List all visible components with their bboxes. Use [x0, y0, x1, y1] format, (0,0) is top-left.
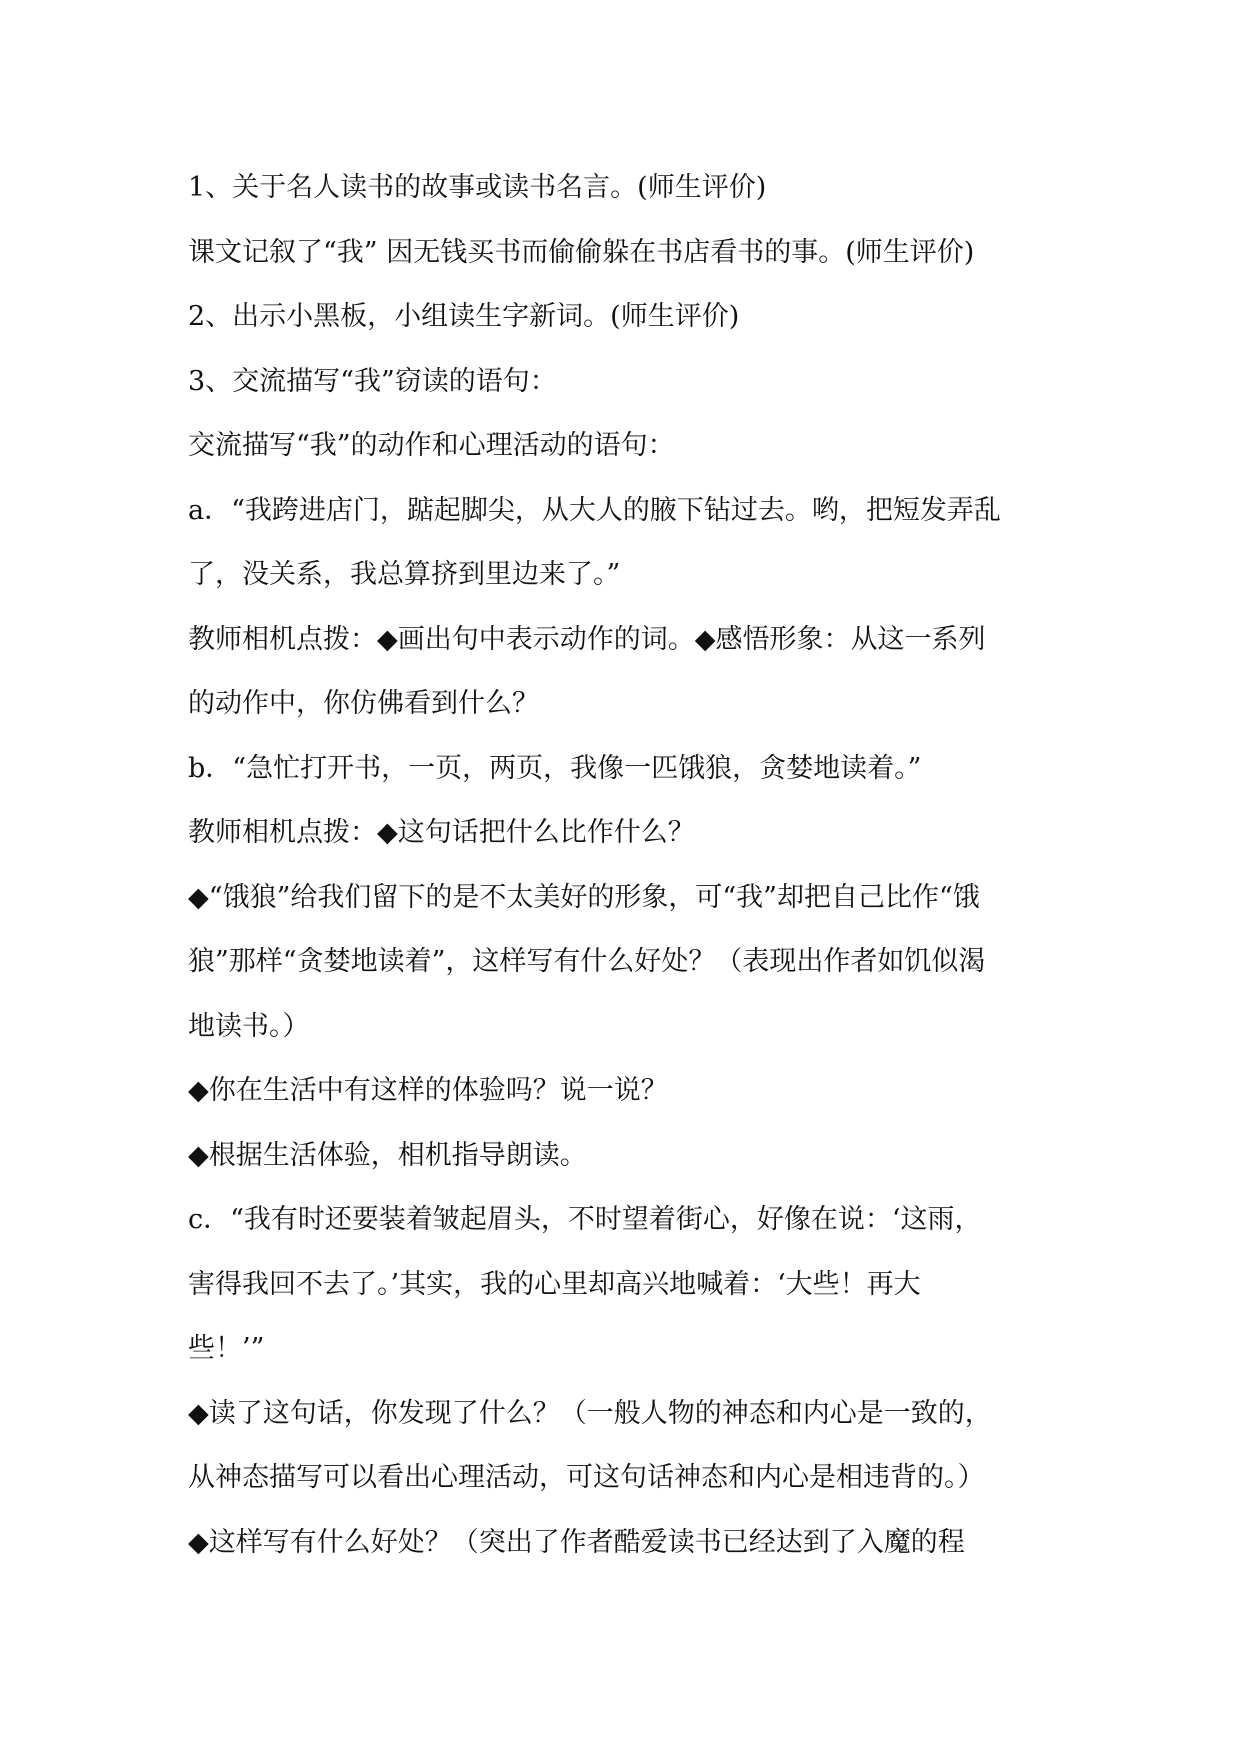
text-line: c．“我有时还要装着皱起眉头，不时望着街心，好像在说：‘这雨， [188, 1204, 982, 1235]
text-line: b．“急忙打开书，一页，两页，我像一匹饿狼，贪婪地读着。” [188, 752, 922, 784]
text-line: 从神态描写可以看出心理活动，可这句话神态和内心是相违背的。） [188, 1462, 985, 1493]
text-line: 狼”那样“贪婪地读着”，这样写有什么好处？（表现出作者如饥似渴 [188, 946, 986, 977]
text-line: 的动作中，你仿佛看到什么？ [188, 688, 539, 719]
text-line: 1、关于名人读书的故事或读书名言。(师生评价) [188, 172, 767, 203]
text-line: ◆根据生活体验，相机指导朗读。 [188, 1139, 587, 1171]
text-line: 地读书。） [188, 1010, 310, 1042]
text-line: 教师相机点拨：◆画出句中表示动作的词。◆感悟形象：从这一系列 [188, 623, 986, 655]
text-line: 2、出示小黑板，小组读生字新词。(师生评价) [188, 301, 740, 332]
lesson-text [188, 156, 1068, 1575]
text-line: 些！’” [188, 1333, 265, 1364]
text-line: 了，没关系，我总算挤到里边来了。” [188, 559, 621, 590]
text-line: 害得我回不去了。’其实，我的心里却高兴地喊着：‘大些！再大 [188, 1268, 921, 1300]
text-line: 教师相机点拨：◆这句话把什么比作什么？ [188, 817, 695, 848]
text-line: 交流描写“我”的动作和心理活动的语句： [188, 430, 675, 461]
text-line: ◆这样写有什么好处？（突出了作者酷爱读书已经达到了入魔的程 [188, 1526, 965, 1558]
text-line: a．“我跨进店门，踮起脚尖，从大人的腋下钻过去。哟，把短发弄乱 [188, 494, 1001, 526]
text-line: ◆你在生活中有这样的体验吗？说一说？ [188, 1075, 668, 1106]
text-line: 3、交流描写“我”窃读的语句： [188, 365, 557, 397]
text-line: 课文记叙了“我” 因无钱买书而偷偷躲在书店看书的事。(师生评价) [188, 236, 975, 268]
text-line: ◆“饿狼”给我们留下的是不太美好的形象，可“我”却把自己比作“饿 [188, 881, 980, 913]
text-line: ◆读了这句话，你发现了什么？（一般人物的神态和内心是一致的， [188, 1397, 992, 1429]
